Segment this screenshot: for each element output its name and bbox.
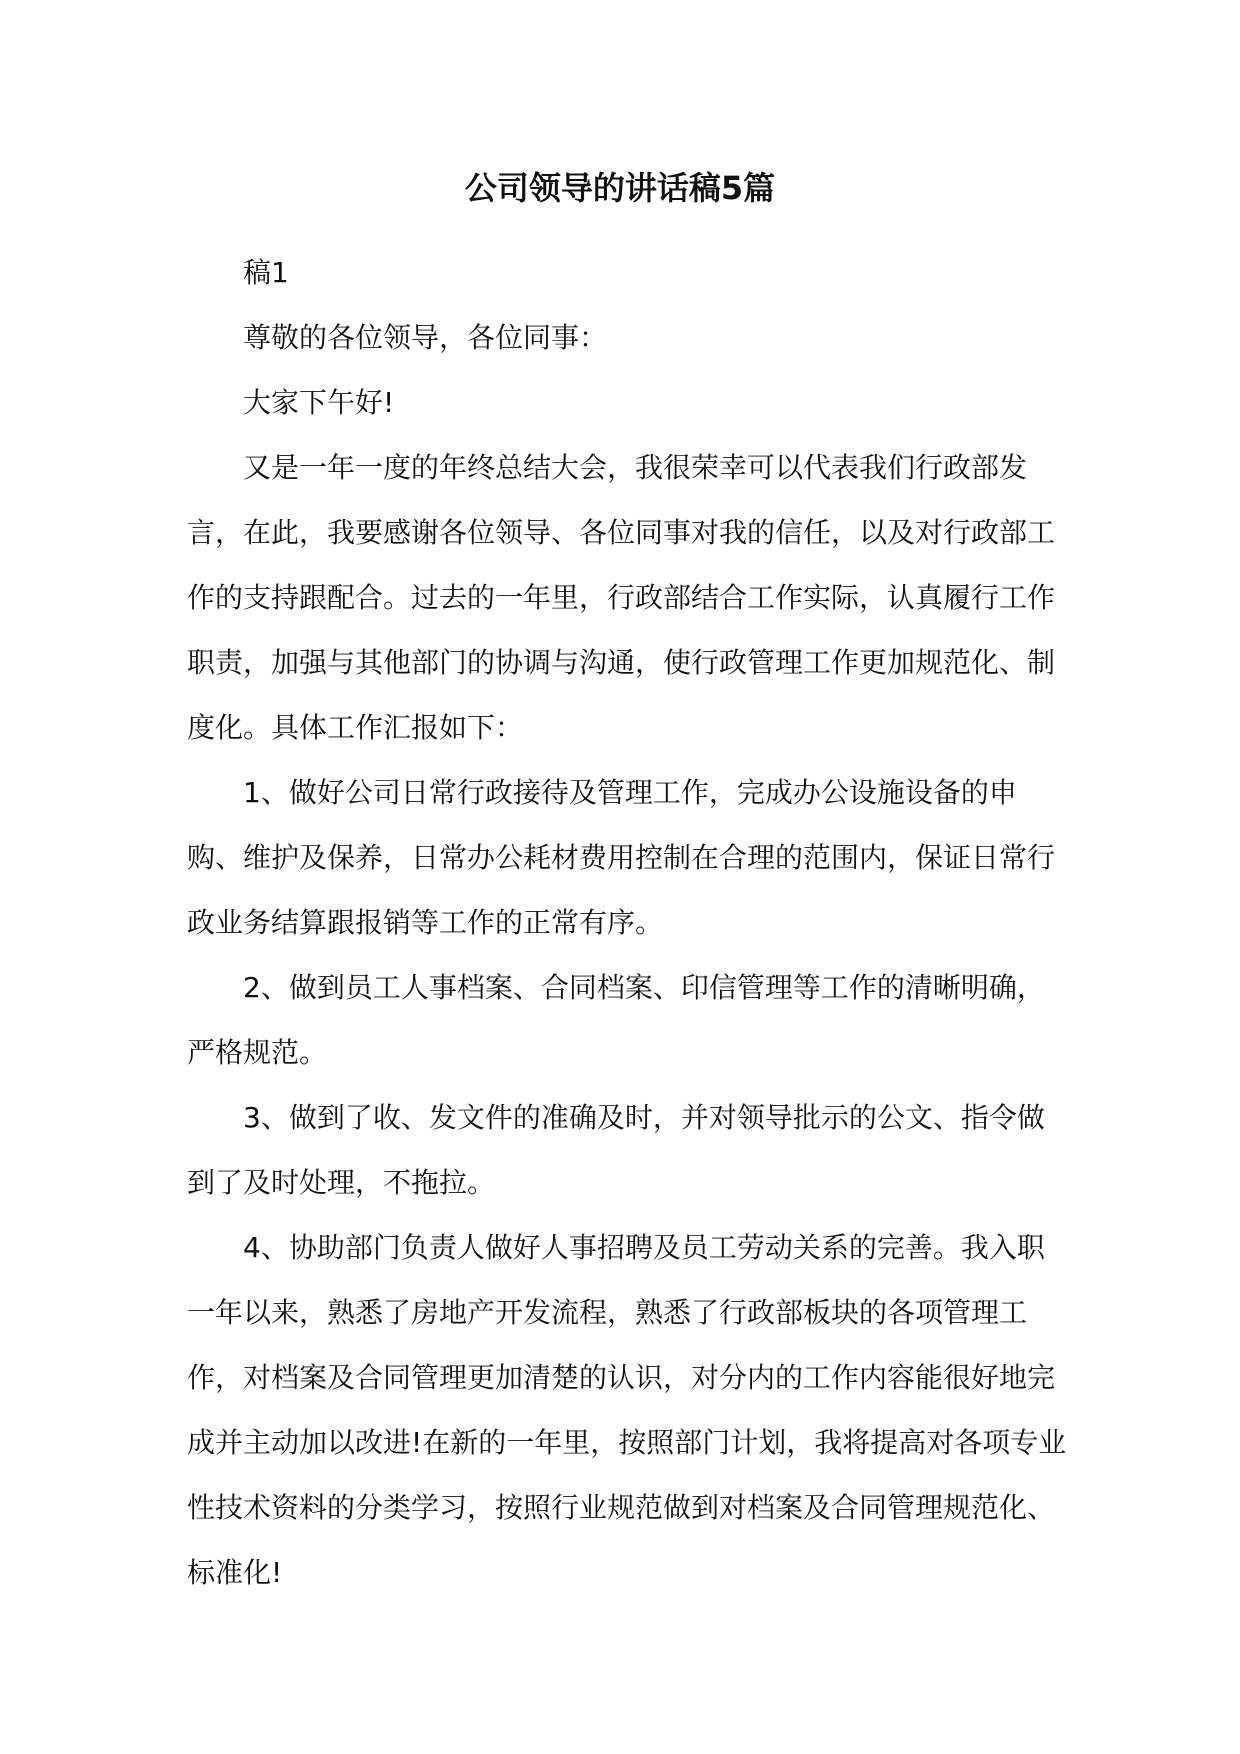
paragraph-draft-label: 稿1 xyxy=(243,256,289,289)
document-body xyxy=(187,240,1067,1605)
paragraph-salutation: 尊敬的各位领导，各位同事： xyxy=(243,321,608,354)
document-title: 公司领导的讲话稿5篇 xyxy=(464,169,776,207)
paragraph-item-2: 2、做到员工人事档案、合同档案、印信管理等工作的清晰明确，严格规范。 xyxy=(187,971,1045,1069)
paragraph-item-1: 1、做好公司日常行政接待及管理工作，完成办公设施设备的申购、维护及保养，日常办公耗材费用控制在合理的范围内，保证日常行政业务结算跟报销等工作的正常有序。 xyxy=(187,776,1056,939)
paragraph-item-4: 4、协助部门负责人做好人事招聘及员工劳动关系的完善。我入职一年以来，熟悉了房地产开发流程，熟悉了行政部板块的各项管理工作，对档案及合同管理更加清楚的认识，对分内的工作内容能很好地完成并主动加以改进!在新的一年里，按照部门计划，我将提高对各项专业性技术资料的分类学习，按照行业规范做到对档案及合同管理规范化、标准化! xyxy=(187,1231,1067,1589)
paragraph-item-3: 3、做到了收、发文件的准确及时，并对领导批示的公文、指令做到了及时处理，不拖拉。 xyxy=(187,1101,1045,1199)
paragraph-intro: 又是一年一度的年终总结大会，我很荣幸可以代表我们行政部发言，在此，我要感谢各位领导、各位同事对我的信任，以及对行政部工作的支持跟配合。过去的一年里，行政部结合工作实际，认真履行工作职责，加强与其他部门的协调与沟通，使行政管理工作更加规范化、制度化。具体工作汇报如下： xyxy=(187,451,1056,744)
paragraph-greeting: 大家下午好! xyxy=(243,386,395,419)
